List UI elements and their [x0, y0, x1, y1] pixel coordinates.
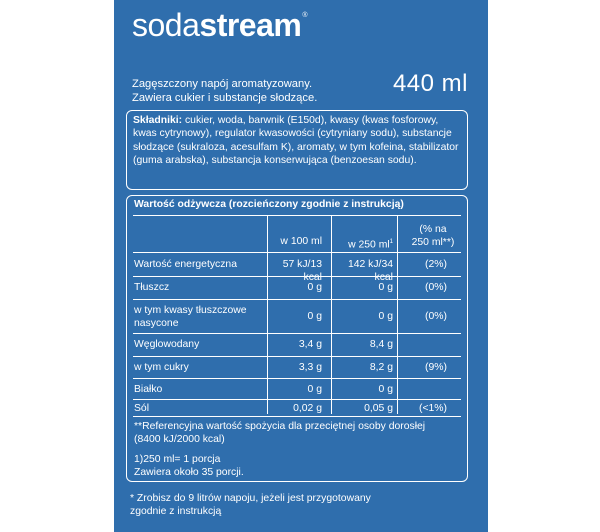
- row-saturated-per100: 0 g: [307, 311, 322, 322]
- row-label-saturated-line1: w tym kwasy tłuszczowe: [134, 305, 247, 316]
- row-label-carbs: Węglowodany: [134, 339, 200, 350]
- product-label: [114, 0, 488, 532]
- row-sugars-per250: 8,2 g: [369, 362, 393, 373]
- row-label-energy: Wartość energetyczna: [134, 259, 237, 270]
- footnote-reference-line2: (8400 kJ/2000 kcal): [134, 433, 225, 445]
- registered-mark: ®: [302, 12, 308, 19]
- row-label-sugars: w tym cukry: [134, 362, 189, 373]
- row-fat-pct: (0%): [425, 282, 447, 293]
- divider: [133, 215, 461, 216]
- divider: [133, 252, 461, 253]
- ingredients-text: cukier, woda, barwnik (E150d), kwasy (kwas fosforowy, kwas cytrynowy), regulator kwasowości (cytryniany sodu), substancje słodzące (sukraloza, acesulfam K), aromaty, w tym kofeina, stabilizator (guma arabska), substancja konserwująca (benzoesan sodu).: [133, 115, 459, 167]
- ingredients-title: Składniki:: [133, 115, 183, 126]
- product-description-line2: Zawiera cukier i substancje słodzące.: [132, 92, 318, 104]
- column-divider: [397, 215, 398, 414]
- row-energy-pct: (2%): [425, 259, 447, 270]
- row-label-saturated-line2: nasycone: [134, 317, 179, 329]
- header-per100: w 100 ml: [280, 236, 322, 247]
- divider: [133, 356, 461, 357]
- row-label-protein: Białko: [134, 384, 163, 395]
- row-protein-per250: 0 g: [378, 384, 393, 395]
- row-label-salt: Sól: [134, 403, 150, 414]
- ingredients-box: [126, 110, 468, 190]
- divider: [133, 378, 461, 379]
- row-salt-per250: 0,05 g: [364, 403, 393, 414]
- volume: 440 ml: [392, 70, 468, 97]
- row-protein-per100: 0 g: [307, 384, 322, 395]
- bottom-note: [130, 492, 430, 518]
- bottom-note-line2: zgodnie z instrukcją: [130, 506, 222, 517]
- row-saturated-per250: 0 g: [378, 311, 393, 322]
- nutrition-table: [126, 195, 468, 482]
- row-fat-per100: 0 g: [307, 282, 322, 293]
- footnote-reference: [134, 421, 462, 446]
- row-fat-per250: 0 g: [378, 282, 393, 293]
- divider: [133, 399, 461, 400]
- row-carbs-per250: 8,4 g: [369, 339, 393, 350]
- header-per250: [332, 236, 393, 252]
- row-sugars-per100: 3,3 g: [298, 362, 322, 373]
- row-salt-per100: 0,02 g: [293, 403, 322, 414]
- nutrition-title: Wartość odżywcza (rozcieńczony zgodnie z instrukcją): [134, 199, 404, 210]
- footnote-portion: 1)250 ml= 1 porcja: [134, 454, 221, 465]
- row-energy-per250: 142 kJ/34 kcal: [347, 259, 393, 283]
- divider: [133, 416, 461, 417]
- divider: [133, 299, 461, 300]
- row-carbs-per100: 3,4 g: [298, 339, 322, 350]
- row-label-fat: Tłuszcz: [134, 282, 170, 293]
- footnote-servings: Zawiera około 35 porcji.: [134, 467, 244, 478]
- brand-logo-light: soda: [132, 7, 200, 43]
- header-per250-text: w 250 ml: [348, 239, 390, 251]
- divider: [133, 276, 461, 277]
- brand-logo: [132, 9, 307, 41]
- brand-logo-bold: stream: [199, 7, 302, 43]
- row-saturated-pct: (0%): [425, 311, 447, 322]
- header-pct-line2: 250 ml**): [411, 236, 455, 248]
- bottom-note-line1: * Zrobisz do 9 litrów napoju, jeżeli jest przygotowany: [130, 493, 371, 504]
- row-salt-pct: (<1%): [418, 403, 447, 414]
- header-per250-sup: 1: [389, 239, 393, 245]
- header-pct-line1: (% na: [419, 224, 447, 235]
- product-description: [132, 77, 382, 105]
- header-pct: [409, 224, 463, 249]
- row-label-saturated: [134, 305, 247, 330]
- footnote-reference-line1: **Referencyjna wartość spożycia dla przeciętnej osoby dorosłej: [134, 421, 426, 432]
- row-energy-per100: 57 kJ/13 kcal: [282, 259, 322, 283]
- divider: [133, 333, 461, 334]
- product-description-line1: Zagęszczony napój aromatyzowany.: [132, 78, 313, 90]
- row-sugars-pct: (9%): [425, 362, 447, 373]
